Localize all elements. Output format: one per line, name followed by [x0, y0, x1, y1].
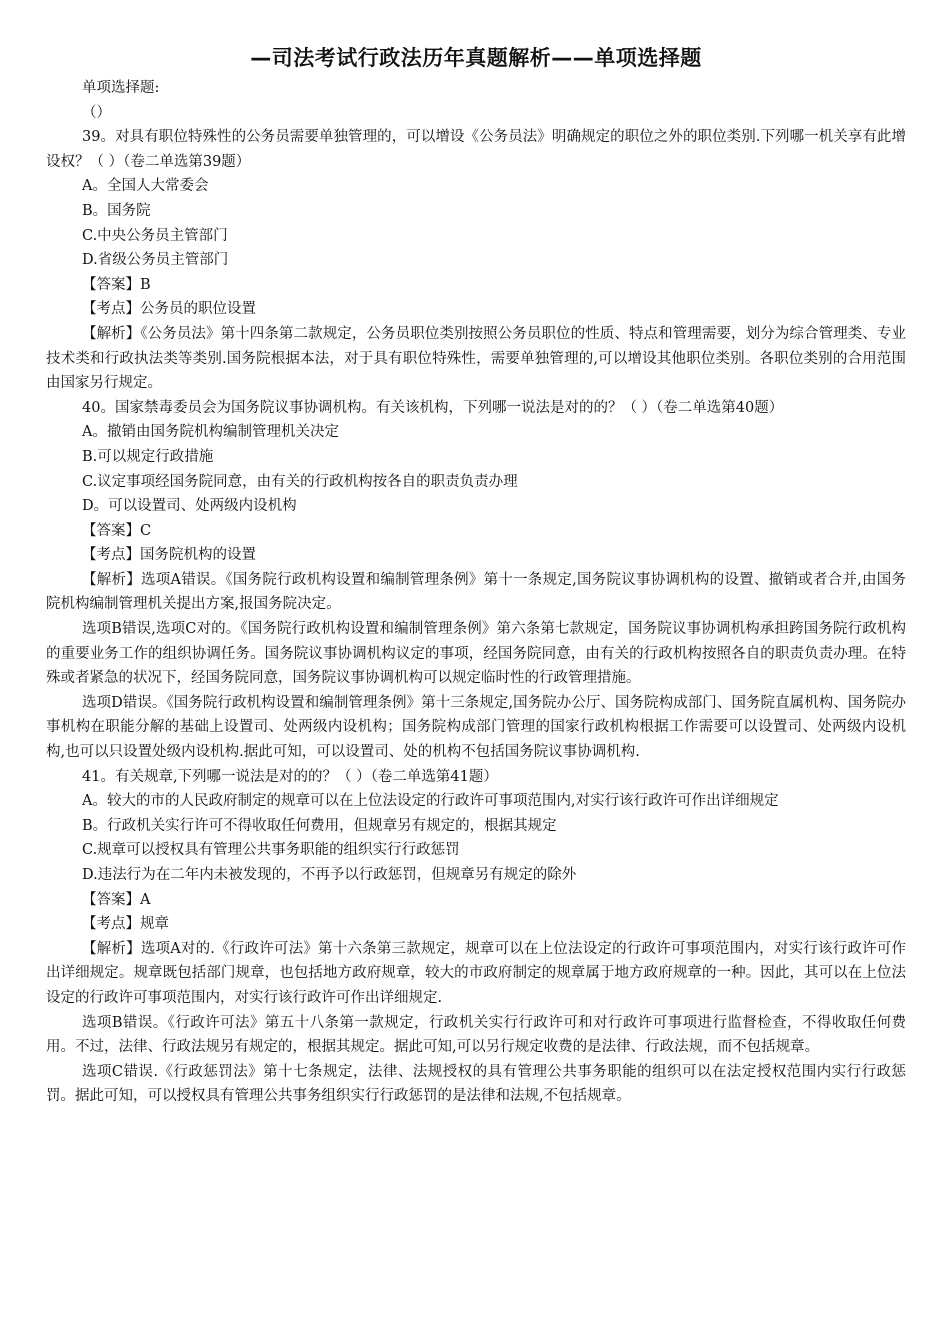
- paragraph: 选项D错误。《国务院行政机构设置和编制管理条例》第十三条规定,国务院办公厅、国务院构成部门、国务院直属机构、国务院办事机构在职能分解的基础上设置司、处两级内设机构；国务院构成部门管理的国家行政机构根据工作需要可以设置司、处两级内设机构,也可以只设置处级内设机构.据此可知，可以设置司、处的机构不包括国务院议事协调机构.: [46, 694, 906, 761]
- paragraph: 选项B错误。《行政许可法》第五十八条第一款规定，行政机关实行行政许可和对行政许可事项进行监督检查，不得收取任何费用。不过，法律、行政法规另有规定的，根据其规定。据此可知,可以另行规定收费的是法律、行政法规，而不包括规章。: [46, 1014, 906, 1056]
- paragraph: 40。国家禁毒委员会为国务院议事协调机构。有关该机构，下列哪一说法是对的的？（ ）（卷二单选第40题）: [82, 399, 784, 416]
- paragraph: 【解析】选项A对的.《行政许可法》第十六条第三款规定，规章可以在上位法设定的行政许可事项范围内，对实行该行政许可作出详细规定。规章既包括部门规章，也包括地方政府规章，较大的市政府制定的规章属于地方政府规章的一种。因此，其可以在上位法设定的行政许可事项范围内，对实行该行政许可作出详细规定.: [46, 940, 906, 1006]
- paragraph: 【答案】C: [82, 522, 152, 539]
- paragraph: 【解析】《公务员法》第十四条第二款规定，公务员职位类别按照公务员职位的性质、特点和管理需要，划分为综合管理类、专业技术类和行政执法类等类别.国务院根据本法，对于具有职位特殊性，需要单独管理的,可以增设其他职位类别。各职位类别的合用范围由国家另行规定。: [46, 325, 906, 392]
- paragraph: C.规章可以授权具有管理公共事务职能的组织实行行政惩罚: [82, 842, 460, 859]
- document-title: —司法考试行政法历年真题解析——单项选择题: [250, 46, 702, 70]
- paragraph: 39。对具有职位特殊性的公务员需要单独管理的，可以增设《公务员法》明确规定的职位之外的职位类别.下列哪一机关享有此增设权？（ ）（卷二单选第39题）: [46, 129, 906, 170]
- paragraph: C.中央公务员主管部门: [82, 227, 228, 244]
- paragraph: 选项B错误,选项C对的。《国务院行政机构设置和编制管理条例》第六条第七款规定，国务院议事协调机构承担跨国务院行政机构的重要业务工作的组织协调任务。国务院议事协调机构议定的事项，经国务院同意，由有关的行政机构按照各自的职责负责办理。在特殊或者紧急的状况下，经国务院同意，国务院议事协调机构可以规定临时性的行政管理措施。: [46, 621, 906, 687]
- paragraph: D.省级公务员主管部门: [82, 252, 229, 269]
- paragraph: D.违法行为在二年内未被发现的，不再予以行政惩罚，但规章另有规定的除外: [82, 867, 577, 883]
- paragraph: 【解析】选项A错误。《国务院行政机构设置和编制管理条例》第十一条规定,国务院议事协调机构的设置、撤销或者合并,由国务院机构编制管理机关提出方案,报国务院决定。: [46, 571, 906, 613]
- paragraph: 单项选择题:: [82, 80, 160, 96]
- paragraph: 【考点】规章: [82, 916, 169, 933]
- paragraph: B.可以规定行政措施: [82, 448, 214, 465]
- paragraph: B。国务院: [82, 202, 151, 219]
- paragraph: D。可以设置司、处两级内设机构: [82, 498, 297, 515]
- document-body: [46, 76, 906, 1109]
- paragraph: 【考点】公务员的职位设置: [82, 301, 256, 318]
- paragraph: 选项C错误.《行政惩罚法》第十七条规定，法律、法规授权的具有管理公共事务职能的组织可以在法定授权范围内实行行政惩罚。据此可知，可以授权具有管理公共事务组织实行行政惩罚的是法律和法规,不包括规章。: [46, 1063, 906, 1105]
- paragraph: 【答案】A: [82, 891, 151, 908]
- paragraph: A。撤销由国务院机构编制管理机关决定: [82, 424, 339, 441]
- paragraph: A。较大的市的人民政府制定的规章可以在上位法设定的行政许可事项范围内,对实行该行政许可作出详细规定: [82, 793, 779, 810]
- paragraph: （）: [82, 104, 111, 121]
- paragraph: A。全国人大常委会: [82, 178, 209, 195]
- paragraph: B。行政机关实行许可不得收取任何费用，但规章另有规定的，根据其规定: [82, 817, 557, 834]
- paragraph: 【答案】B: [82, 276, 151, 293]
- paragraph: 【考点】国务院机构的设置: [82, 547, 256, 564]
- paragraph: 41。有关规章,下列哪一说法是对的的？（ ）（卷二单选第41题）: [82, 768, 498, 785]
- paragraph: C.议定事项经国务院同意，由有关的行政机构按各自的职责负责办理: [82, 473, 518, 490]
